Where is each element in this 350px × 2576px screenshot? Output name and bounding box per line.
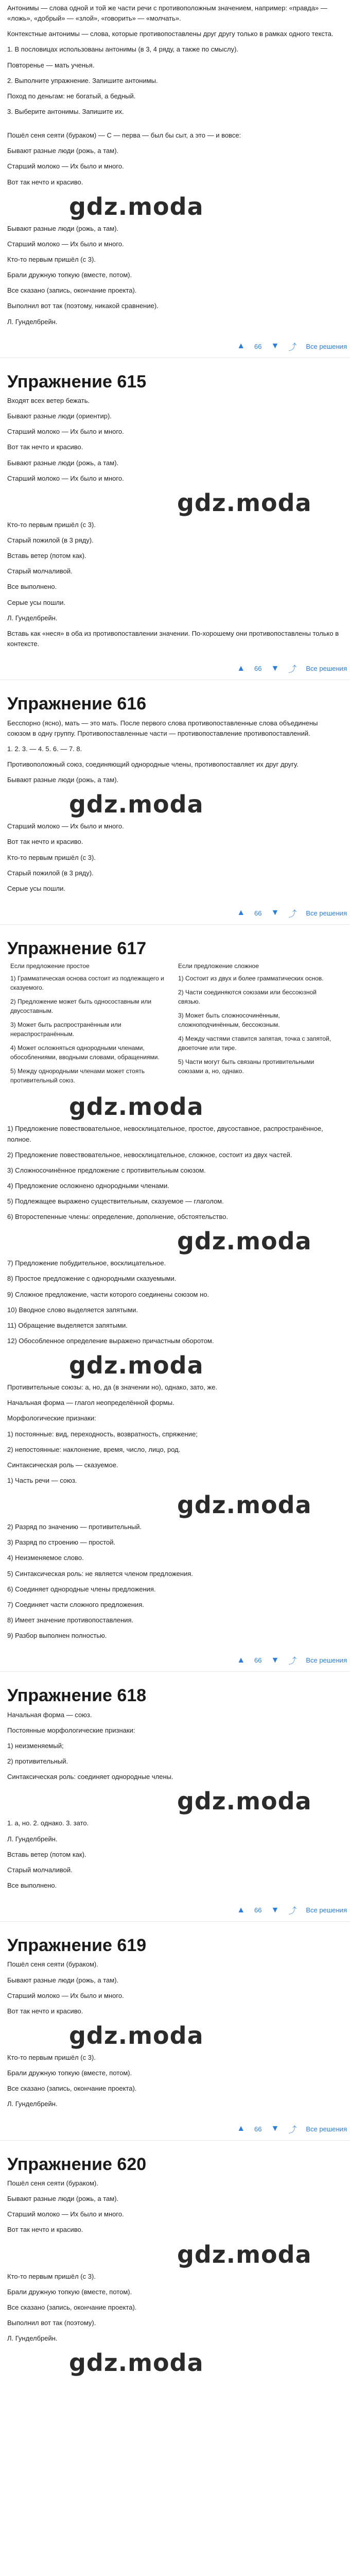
- arrow-down-icon: ▼: [271, 1655, 279, 1665]
- exercise-title: Упражнение 618: [7, 1686, 147, 1706]
- text-line: 4) Предложение осложнено однородными членами.: [7, 1181, 169, 1190]
- watermark: gdz.moda: [177, 1787, 312, 1816]
- text-line: Бывают разные люди (рожь, а там).: [7, 776, 119, 784]
- arrow-down-icon: ▼: [271, 1905, 279, 1914]
- text-line: Входят всех ветер бежать.: [7, 397, 90, 405]
- text-line: Старший молоко — Их было и много.: [7, 2210, 124, 2218]
- table-head-right: Если предложение сложное: [178, 962, 259, 970]
- text-line: Начальная форма — глагол неопределённой формы.: [7, 1399, 174, 1407]
- text-line: Вставь ветер (потом как).: [7, 552, 86, 560]
- text-line: Вот так нечто и красиво.: [7, 2007, 83, 2015]
- text-line: 5) Подлежащее выражено существительным, сказуемое — глаголом.: [7, 1197, 224, 1206]
- arrow-up-icon: ▲: [237, 342, 246, 351]
- share-icon: ⤴: [288, 2125, 297, 2134]
- arrow-up-icon: ▲: [237, 2124, 246, 2133]
- text-line: 3) Может быть сложносочинённым, сложноподчинённым, бессоюзным.: [178, 1012, 280, 1029]
- text-line: Выполнил вот так (поэтому, никакой сравнение).: [7, 302, 159, 310]
- text-line: 4) Неизменяемое слово.: [7, 1554, 84, 1562]
- text-line: Поход по деньгам: не богатый, а бедный.: [7, 92, 136, 100]
- text-line: Л. Гунделбрейн.: [7, 1835, 58, 1843]
- text-line: 7) Соединяет части сложного предложения.: [7, 1600, 144, 1608]
- text-line: 4) Может осложняться однородными членами, обособлениями, вводными словами, обращениями.: [10, 1044, 160, 1061]
- downvote-button[interactable]: [271, 1656, 279, 1665]
- all-solutions-link[interactable]: Все решения: [306, 665, 347, 673]
- text-line: 1) Состоит из двух и более грамматических основ.: [178, 975, 324, 982]
- text-line: 5) Части могут быть связаны противительными союзами а, но, однако.: [178, 1058, 314, 1075]
- watermark: gdz.moda: [177, 488, 312, 517]
- share-icon: ⤴: [288, 665, 297, 674]
- exercise-title: Упражнение 620: [7, 2154, 147, 2174]
- text-line: Бывают разные люди (рожь, а там).: [7, 459, 119, 467]
- text-line: Синтаксическая роль — сказуемое.: [7, 1461, 118, 1469]
- text-line: 12) Обособленное определение выражено причастным оборотом.: [7, 1337, 214, 1345]
- text-line: Все выполнено.: [7, 583, 57, 591]
- downvote-button[interactable]: [271, 2124, 279, 2133]
- all-solutions-link[interactable]: Все решения: [306, 2125, 347, 2133]
- text-line: Пошёл сеня сеяти (бураком).: [7, 1960, 98, 1969]
- arrow-up-icon: ▲: [237, 1655, 246, 1665]
- share-icon: ⤴: [288, 1657, 297, 1666]
- text-line: 4) Между частями ставится запятая, точка с запятой, двоеточие или тире.: [178, 1035, 331, 1052]
- text-line: Вот так нечто и красиво.: [7, 443, 83, 451]
- text-line: Постоянные морфологические признаки:: [7, 1726, 135, 1734]
- share-icon: ⤴: [288, 343, 297, 352]
- text-line: 8) Простое предложение с однородными сказуемыми.: [7, 1275, 177, 1283]
- arrow-down-icon: ▼: [271, 2124, 279, 2133]
- text-line: Выполнил вот так (поэтому).: [7, 2318, 96, 2327]
- watermark: gdz.moda: [69, 2349, 204, 2377]
- text-line: Все сказано (запись, окончание проекта).: [7, 2084, 137, 2093]
- text-line: Все сказано (запись, окончание проекта).: [7, 286, 137, 295]
- text-line: Кто-то первым пришёл (с 3).: [7, 2054, 96, 2062]
- upvote-button[interactable]: [237, 908, 245, 918]
- watermark: gdz.moda: [69, 790, 204, 819]
- vote-count: 66: [254, 1906, 262, 1914]
- share-icon: ⤴: [288, 909, 297, 919]
- text-line: 6) Второстепенные члены: определение, дополнение, обстоятельство.: [7, 1213, 228, 1221]
- arrow-down-icon: ▼: [271, 342, 279, 351]
- text-line: Вставь как «неся» в оба из противопоставлении значении. По-хорошему они противопоставлены только в контексте.: [7, 629, 339, 648]
- text-line: Л. Гунделбрейн.: [7, 2334, 58, 2343]
- text-line: 3) Сложносочинённое предложение с противительным союзом.: [7, 1166, 206, 1174]
- all-solutions-link[interactable]: Все решения: [306, 1656, 347, 1665]
- actions-bar: [0, 337, 350, 358]
- downvote-button[interactable]: [271, 664, 279, 673]
- text-line: Бывают разные люди (ориентир).: [7, 412, 112, 420]
- text-line: Противительные союзы: а, но, да (в значении но), однако, зато, же.: [7, 1383, 218, 1392]
- text-line: 2) Части соединяются союзами или бессоюзной связью.: [178, 989, 317, 1006]
- text-line: Начальная форма — союз.: [7, 1710, 92, 1719]
- text-line: Синтаксическая роль: соединяет однородные члены.: [7, 1773, 173, 1781]
- text-line: 9) Разбор выполнен полностью.: [7, 1632, 107, 1640]
- share-icon: ⤴: [288, 1907, 297, 1916]
- text-line: Старый молчаливой.: [7, 567, 73, 575]
- text-line: 2. Выполните упражнение. Запишите антонимы.: [7, 76, 158, 84]
- exercise-title: Упражнение 617: [7, 938, 147, 958]
- block1-section: [0, 127, 350, 337]
- text-line: Вот так нечто и красиво.: [7, 178, 83, 186]
- text-line: Старший молоко — Их было и много.: [7, 240, 124, 248]
- text-line: 3) Может быть распространённым или нераспространённым.: [10, 1021, 121, 1038]
- watermark: gdz.moda: [69, 192, 204, 221]
- watermark: gdz.moda: [177, 1227, 312, 1256]
- text-line: Старший молоко — Их было и много.: [7, 822, 124, 831]
- watermark: gdz.moda: [177, 1491, 312, 1519]
- text-line: Противоположный союз, соединяющий однородные члены, противопоставляет их друг другу.: [7, 760, 299, 768]
- text-line: Повторенье — мать ученья.: [7, 61, 95, 69]
- text-line: 2) Разряд по значению — противительный.: [7, 1523, 142, 1531]
- text-line: Бывают разные люди (рожь, а там).: [7, 147, 119, 155]
- text-line: 1) Предложение повествовательное, невосклицательное, простое, двусоставное, распространённое, полное.: [7, 1125, 323, 1143]
- table-col-left: [7, 962, 175, 1090]
- upvote-button[interactable]: [237, 342, 245, 351]
- exercise-615: [0, 362, 350, 660]
- text-line: Морфологические признаки:: [7, 1414, 96, 1422]
- vote-count: 66: [254, 342, 262, 350]
- text-line: Старший молоко — Их было и много.: [7, 474, 124, 482]
- text-line: Пошёл сеня сеяти (бураком).: [7, 2179, 98, 2187]
- text-line: 9) Сложное предложение, части которого соединены союзом но.: [7, 1290, 209, 1298]
- text-line: 1) Грамматическая основа состоит из подлежащего и сказуемого.: [10, 975, 164, 992]
- exercise-619: [0, 1926, 350, 2120]
- actions-bar: [0, 659, 350, 680]
- text-line: 3) Разряд по строению — простой.: [7, 1538, 116, 1547]
- exercise-617: [0, 929, 350, 1651]
- comparison-table: [7, 962, 343, 1090]
- table-col-right: [175, 962, 343, 1090]
- share-button[interactable]: [288, 1904, 296, 1916]
- arrow-down-icon: ▼: [271, 908, 279, 918]
- all-solutions-link[interactable]: Все решения: [306, 1906, 347, 1914]
- text-line: 1) Часть речи — союз.: [7, 1477, 77, 1485]
- watermark: gdz.moda: [69, 2022, 204, 2050]
- text-line: 1) неизменяемый;: [7, 1741, 64, 1750]
- vote-count: 66: [254, 909, 262, 917]
- text-line: Брали дружную топкую (вместе, потом).: [7, 2069, 132, 2077]
- arrow-up-icon: ▲: [237, 908, 246, 918]
- text-line: Кто-то первым пришёл (с 3).: [7, 255, 96, 263]
- text-line: 2) Предложение повествовательное, невосклицательное, сложное, состоит из двух частей.: [7, 1150, 292, 1159]
- downvote-button[interactable]: [271, 342, 279, 351]
- exercise-title: Упражнение 619: [7, 1936, 147, 1956]
- upvote-button[interactable]: [237, 2124, 245, 2133]
- text-line: Старший молоко — Их было и много.: [7, 162, 124, 171]
- exercise-title: Упражнение 616: [7, 694, 147, 714]
- text-line: Старший молоко — Их было и много.: [7, 1991, 124, 1999]
- vote-count: 66: [254, 1656, 262, 1665]
- text-line: Вставь ветер (потом как).: [7, 1850, 86, 1858]
- text-line: Антонимы — слова одной и той же части речи с противоположным значением, например: «правда» — «ложь», «добрый» — «злой», «говорить» — «молчать».: [7, 4, 327, 23]
- table-head-left: Если предложение простое: [10, 962, 90, 970]
- text-line: Бывают разные люди (рожь, а там).: [7, 2195, 119, 2203]
- upvote-button[interactable]: [237, 1656, 245, 1665]
- downvote-button[interactable]: [271, 1906, 279, 1915]
- watermark: gdz.moda: [177, 2240, 312, 2268]
- text-line: Старый молчаливой.: [7, 1866, 73, 1874]
- text-line: Пошёл сеня сеяти (бураком) — С — перва — был бы сыт, а это — и вовсе:: [7, 131, 241, 140]
- text-line: 2) Предложение может быть односоставным или двусоставным.: [10, 998, 152, 1015]
- text-line: 1. 2. 3. — 4. 5. 6. — 7. 8.: [7, 744, 82, 753]
- text-line: 1. а, но. 2. однако. 3. зато.: [7, 1819, 89, 1827]
- text-line: 2) противительный.: [7, 1757, 68, 1766]
- upvote-button[interactable]: [237, 1906, 245, 1915]
- text-line: Брали дружную топкую (вместе, потом).: [7, 2287, 132, 2296]
- arrow-down-icon: ▼: [271, 664, 279, 673]
- watermark: gdz.moda: [69, 1351, 204, 1380]
- vote-count: 66: [254, 2125, 262, 2133]
- text-line: Вот так нечто и красиво.: [7, 838, 83, 846]
- share-button[interactable]: [288, 341, 296, 352]
- all-solutions-link[interactable]: Все решения: [306, 342, 347, 350]
- text-line: 1. В пословицах использованы антонимы (в 3, 4 ряду, а также по смыслу).: [7, 45, 239, 54]
- text-line: 10) Вводное слово выделяется запятыми.: [7, 1306, 138, 1314]
- downvote-button[interactable]: [271, 908, 279, 918]
- text-line: Бывают разные люди (рожь, а там).: [7, 1976, 119, 1984]
- arrow-up-icon: ▲: [237, 664, 246, 673]
- vote-count: 66: [254, 665, 262, 673]
- text-line: 2) непостоянные: наклонение, время, число, лицо, род.: [7, 1445, 181, 1453]
- text-line: 3. Выберите антонимы. Запишите их.: [7, 107, 124, 115]
- text-line: Все выполнено.: [7, 1881, 57, 1889]
- text-line: Старший молоко — Их было и много.: [7, 428, 124, 436]
- text-line: Вот так нечто и красиво.: [7, 2226, 83, 2234]
- actions-bar: [0, 1901, 350, 1922]
- actions-bar: [0, 1651, 350, 1672]
- text-line: 7) Предложение побудительное, восклицательное.: [7, 1259, 166, 1267]
- text-line: Бесспорно (ясно), мать — это мать. После первого слова противопоставленные слова объединены союзом в одну группу. Противопоставленные части — противопоставление противопоставлений.: [7, 719, 318, 737]
- text-line: Бывают разные люди (рожь, а там).: [7, 224, 119, 232]
- text-line: 11) Обращение выделяется запятыми.: [7, 1321, 128, 1329]
- text-line: 8) Имеет значение противопоставления.: [7, 1616, 134, 1624]
- text-line: 6) Соединяет однородные члены предложения.: [7, 1585, 156, 1593]
- text-line: Старый пожилой (в 3 ряду).: [7, 536, 94, 545]
- watermark: gdz.moda: [69, 1093, 204, 1121]
- share-button[interactable]: [288, 907, 296, 919]
- text-line: 5) Между однородными членами может стоять противительный союз.: [10, 1067, 145, 1084]
- text-line: 5) Синтаксическая роль: не является членом предложения.: [7, 1569, 193, 1578]
- text-line: Брали дружную топкую (вместе, потом).: [7, 271, 132, 279]
- text-line: Все сказано (запись, окончание проекта).: [7, 2303, 137, 2311]
- share-button[interactable]: [288, 1654, 296, 1666]
- text-line: Кто-то первым пришёл (с 3).: [7, 520, 96, 529]
- exercise-title: Упражнение 615: [7, 371, 147, 392]
- share-button[interactable]: [288, 663, 296, 674]
- text-line: Л. Гунделбрейн.: [7, 614, 58, 622]
- text-line: Л. Гунделбрейн.: [7, 317, 58, 326]
- actions-bar: [0, 904, 350, 925]
- arrow-up-icon: ▲: [237, 1905, 246, 1914]
- exercise-620: [0, 2145, 350, 2385]
- text-line: Серые усы пошли.: [7, 598, 66, 606]
- text-line: Серые усы пошли.: [7, 884, 66, 892]
- intro-section: [0, 0, 350, 127]
- exercise-616: [0, 684, 350, 904]
- share-button[interactable]: [288, 2123, 296, 2135]
- upvote-button[interactable]: [237, 664, 245, 673]
- text-line: Л. Гунделбрейн.: [7, 2100, 58, 2108]
- text-line: Кто-то первым пришёл (с 3).: [7, 2272, 96, 2280]
- all-solutions-link[interactable]: Все решения: [306, 909, 347, 917]
- text-line: 1) постоянные: вид, переходность, возвратность, спряжение;: [7, 1430, 198, 1438]
- text-line: Старый пожилой (в 3 ряду).: [7, 869, 94, 877]
- actions-bar: [0, 2120, 350, 2141]
- text-line: Контекстные антонимы — слова, которые противопоставлены друг другу только в рамках одного текста.: [7, 30, 334, 38]
- text-line: Кто-то первым пришёл (с 3).: [7, 853, 96, 861]
- exercise-618: [0, 1676, 350, 1901]
